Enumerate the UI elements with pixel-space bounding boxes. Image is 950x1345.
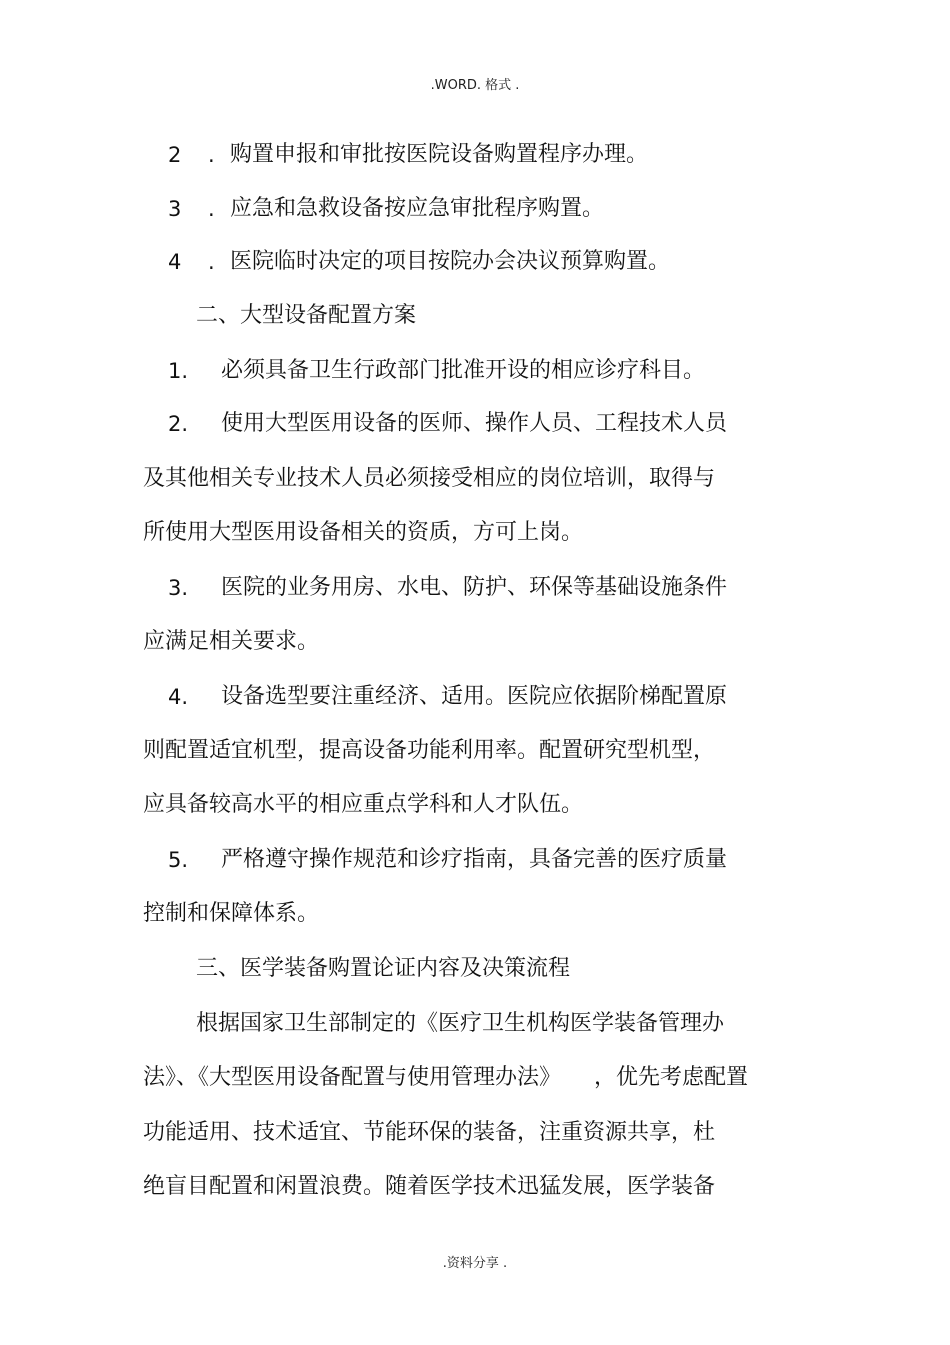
list-text: 使用大型医用设备的医师、操作人员、工程技术人员 — [221, 411, 728, 436]
list-number: 2. — [168, 412, 189, 436]
list-text: 及其他相关专业技术人员必须接受相应的岗位培训，取得与 — [143, 466, 716, 491]
paragraph-line: 绝盲目配置和闲置浪费。随着医学技术迅猛发展，医学装备 — [143, 1174, 716, 1199]
list-number: 3. — [168, 576, 189, 600]
item-dot: . — [208, 143, 215, 167]
item-number: 2 — [168, 143, 182, 167]
list-number: 5. — [168, 848, 189, 872]
list-number: 1. — [168, 359, 189, 383]
item-number: 3 — [168, 197, 182, 221]
page-footer: .资料分享 . — [442, 1256, 508, 1271]
list-text: 医院的业务用房、水电、防护、环保等基础设施条件 — [221, 575, 728, 600]
list-text: 设备选型要注重经济、适用。医院应依据阶梯配置原 — [221, 684, 728, 709]
paragraph-line: 根据国家卫生部制定的《医疗卫生机构医学装备管理办 — [196, 1011, 725, 1036]
item-text: 应急和急救设备按应急审批程序购置。 — [230, 196, 605, 221]
list-text: 严格遵守操作规范和诊疗指南，具备完善的医疗质量 — [221, 847, 728, 872]
list-text: 控制和保障体系。 — [143, 901, 320, 926]
section-heading: 三、医学装备购置论证内容及决策流程 — [196, 956, 571, 981]
item-number: 4 — [168, 250, 182, 274]
page-header: .WORD. 格式 . — [430, 78, 520, 93]
item-text: 医院临时决定的项目按院办会决议预算购置。 — [230, 249, 671, 274]
list-text: 应具备较高水平的相应重点学科和人才队伍。 — [143, 792, 584, 817]
list-text: 必须具备卫生行政部门批准开设的相应诊疗科目。 — [221, 358, 706, 383]
list-number: 4. — [168, 685, 189, 709]
item-dot: . — [208, 197, 215, 221]
list-text: 则配置适宜机型，提高设备功能利用率。配置研究型机型， — [143, 738, 716, 763]
item-text: 购置申报和审批按医院设备购置程序办理。 — [230, 142, 649, 167]
list-text: 所使用大型医用设备相关的资质，方可上岗。 — [143, 520, 584, 545]
list-text: 应满足相关要求。 — [143, 629, 320, 654]
paragraph-line: 功能适用、技术适宜、节能环保的装备，注重资源共享，杜 — [143, 1120, 716, 1145]
paragraph-line: 法》、《大型医用设备配置与使用管理办法》 ，优先考虑配置 — [143, 1065, 749, 1090]
section-heading: 二、大型设备配置方案 — [196, 303, 417, 328]
item-dot: . — [208, 250, 215, 274]
